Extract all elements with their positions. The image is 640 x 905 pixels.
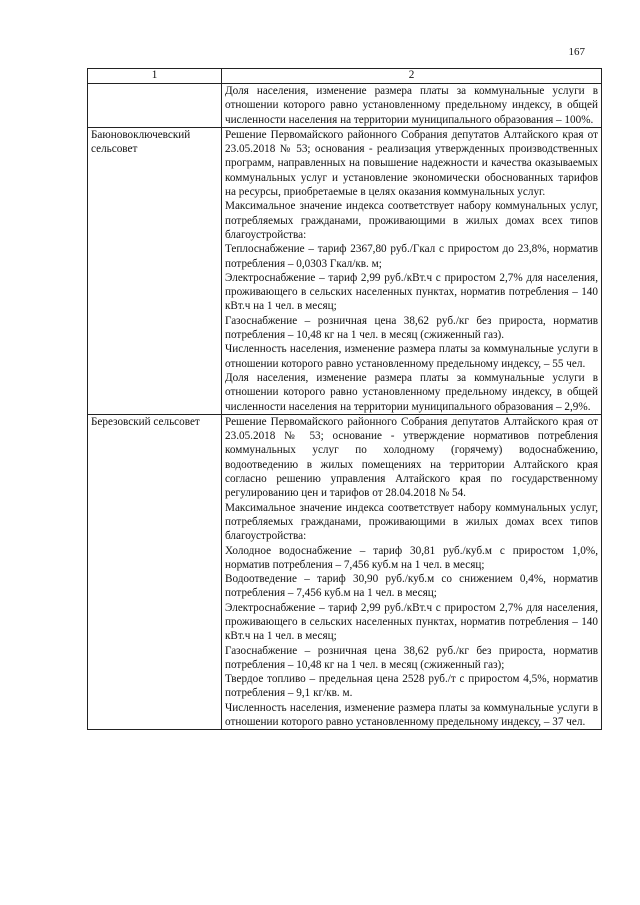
table-header-row <box>88 69 602 84</box>
paragraph: Твердое топливо – предельная цена 2528 руб./т с приростом 4,5%, норматив потребления – 9,1 кг/кв. м. <box>225 673 598 700</box>
paragraph: Численность населения, изменение размера платы за коммунальные услуги в отношении которого равно установленному предельному индексу, – 55 чел. <box>225 343 598 370</box>
paragraph: Максимальное значение индекса соответствует набору коммунальных услуг, потребляемых гражданами, проживающими в жилых домах всех типов благоустройства: <box>225 200 598 241</box>
paragraph: Газоснабжение – розничная цена 38,62 руб./кг без прироста, норматив потребления – 10,48 кг на 1 чел. в месяц (сжиженный газ); <box>225 644 598 671</box>
paragraph: Электроснабжение – тариф 2,99 руб./кВт.ч с приростом 2,7% для населения, проживающего в сельских населенных пунктах, норматив потребления – 140 кВт.ч на 1 чел. в месяц; <box>225 271 598 313</box>
paragraph: Газоснабжение – розничная цена 38,62 руб./кг без прироста, норматив потребления – 10,48 кг на 1 чел. в месяц (сжиженный газ). <box>225 314 598 342</box>
paragraph: Теплоснабжение – тариф 2367,80 руб./Гкал с приростом до 23,8%, норматив потребления – 0,0303 Гкал/кв. м; <box>225 243 598 270</box>
municipality-name: Березовский сельсовет <box>88 414 222 730</box>
paragraph: Решение Первомайского районного Собрания депутатов Алтайского края от 23.05.2018 № 53; основание - утверждение нормативов потребления коммунальных услуг по холодному (горячему) водоснабжению, водоотведению в жилых помещениях на территории Алтайского края согласно решению управления Алтайского края по государственному регулированию цен и тарифов от 28.04.2018 № 54. <box>225 415 598 500</box>
page-number: 167 <box>568 46 585 58</box>
row-description <box>222 414 602 730</box>
paragraph: Электроснабжение – тариф 2,99 руб./кВт.ч с приростом 2,7% для населения, проживающего в сельских населенных пунктах, норматив потребления – 140 кВт.ч на 1 чел. в месяц; <box>225 601 598 643</box>
tariff-table <box>87 68 602 730</box>
paragraph: Доля населения, изменение размера платы за коммунальные услуги в отношении которого равно установленному предельному индексу, в общей численности населения на территории муниципального образования – 2,9%. <box>225 371 598 413</box>
column-header-2: 2 <box>222 69 602 84</box>
paragraph: Максимальное значение индекса соответствует набору коммунальных услуг, потребляемых гражданами, проживающими в жилых домах всех типов благоустройства: <box>225 501 598 543</box>
paragraph: Решение Первомайского районного Собрания депутатов Алтайского края от 23.05.2018 № 53; основания - реализация утвержденных производственных программ, направленных на повышение надежности и качества оказываемых коммунальных услуг и установление экономически обоснованных тарифов на ресурсы, приобретаемые в целях оказания коммунальных услуг. <box>225 128 598 199</box>
paragraph: Холодное водоснабжение – тариф 30,81 руб./куб.м с приростом 1,0%, норматив потребления – 7,456 куб.м на 1 чел. в месяц; <box>225 544 598 571</box>
table-row <box>88 84 602 128</box>
table-row <box>88 414 602 730</box>
paragraph: Численность населения, изменение размера платы за коммунальные услуги в отношении которого равно установленному предельному индексу, – 37 чел. <box>225 701 598 729</box>
paragraph: Водоотведение – тариф 30,90 руб./куб.м со снижением 0,4%, норматив потребления – 7,456 куб.м на 1 чел. в месяц; <box>225 573 598 600</box>
table-row <box>88 127 602 414</box>
row-description <box>222 84 602 128</box>
municipality-name: Баюновоключевский сельсовет <box>88 127 222 414</box>
column-header-1: 1 <box>88 69 222 84</box>
municipality-name <box>88 84 222 128</box>
paragraph: Доля населения, изменение размера платы за коммунальные услуги в отношении которого равно установленному предельному индексу, в общей численности населения на территории муниципального образования – 100%. <box>225 85 598 126</box>
row-description <box>222 127 602 414</box>
